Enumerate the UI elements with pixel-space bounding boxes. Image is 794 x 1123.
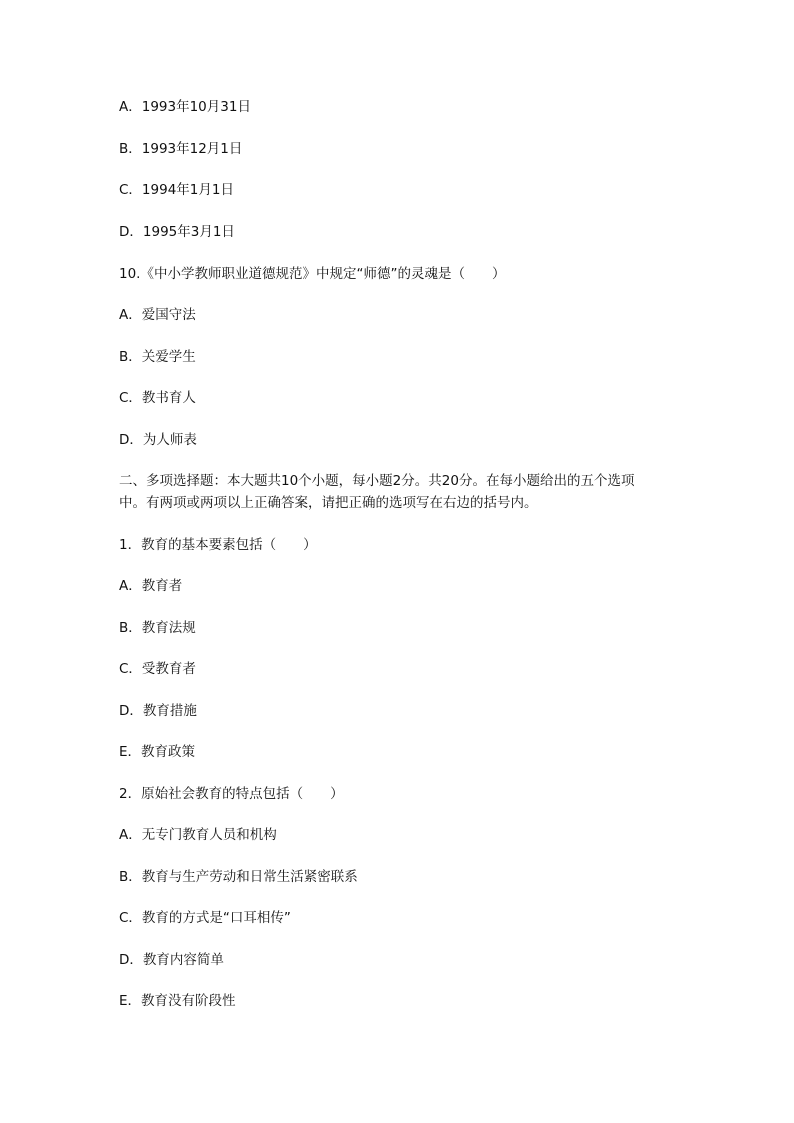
mq1-option-d: D．教育措施: [119, 703, 197, 719]
q10-option-b: B．关爱学生: [119, 349, 196, 365]
mq2-option-e: E．教育没有阶段性: [119, 993, 236, 1009]
q9-option-d: D．1995年3月1日: [119, 224, 235, 240]
q10-option-c: C．教书育人: [119, 390, 196, 406]
q10-option-d: D．为人师表: [119, 432, 197, 448]
mq2-question: 2．原始社会教育的特点包括（ ）: [119, 786, 344, 802]
mq1-option-b: B．教育法规: [119, 620, 196, 636]
mq1-option-e: E．教育政策: [119, 744, 196, 760]
mq2-option-a: A．无专门教育人员和机构: [119, 827, 277, 843]
mq1-option-c: C．受教育者: [119, 661, 196, 677]
mq2-option-b: B．教育与生产劳动和日常生活紧密联系: [119, 869, 358, 885]
q10-question: 10.《中小学教师职业道德规范》中规定“师德”的灵魂是（ ）: [119, 266, 506, 282]
mq2-option-d: D．教育内容简单: [119, 952, 224, 968]
q9-option-a: A．1993年10月31日: [119, 99, 251, 115]
section2-heading-line2: 中。有两项或两项以上正确答案，请把正确的选项写在右边的括号内。: [119, 495, 538, 511]
q9-option-b: B．1993年12月1日: [119, 141, 243, 157]
q9-option-c: C．1994年1月1日: [119, 182, 234, 198]
mq1-option-a: A．教育者: [119, 578, 183, 594]
q10-option-a: A．爱国守法: [119, 307, 196, 323]
mq2-option-c: C．教育的方式是“口耳相传”: [119, 910, 291, 926]
section2-heading-line1: 二、多项选择题：本大题共10个小题，每小题2分。共20分。在每小题给出的五个选项: [119, 473, 635, 489]
mq1-question: 1．教育的基本要素包括（ ）: [119, 537, 317, 553]
